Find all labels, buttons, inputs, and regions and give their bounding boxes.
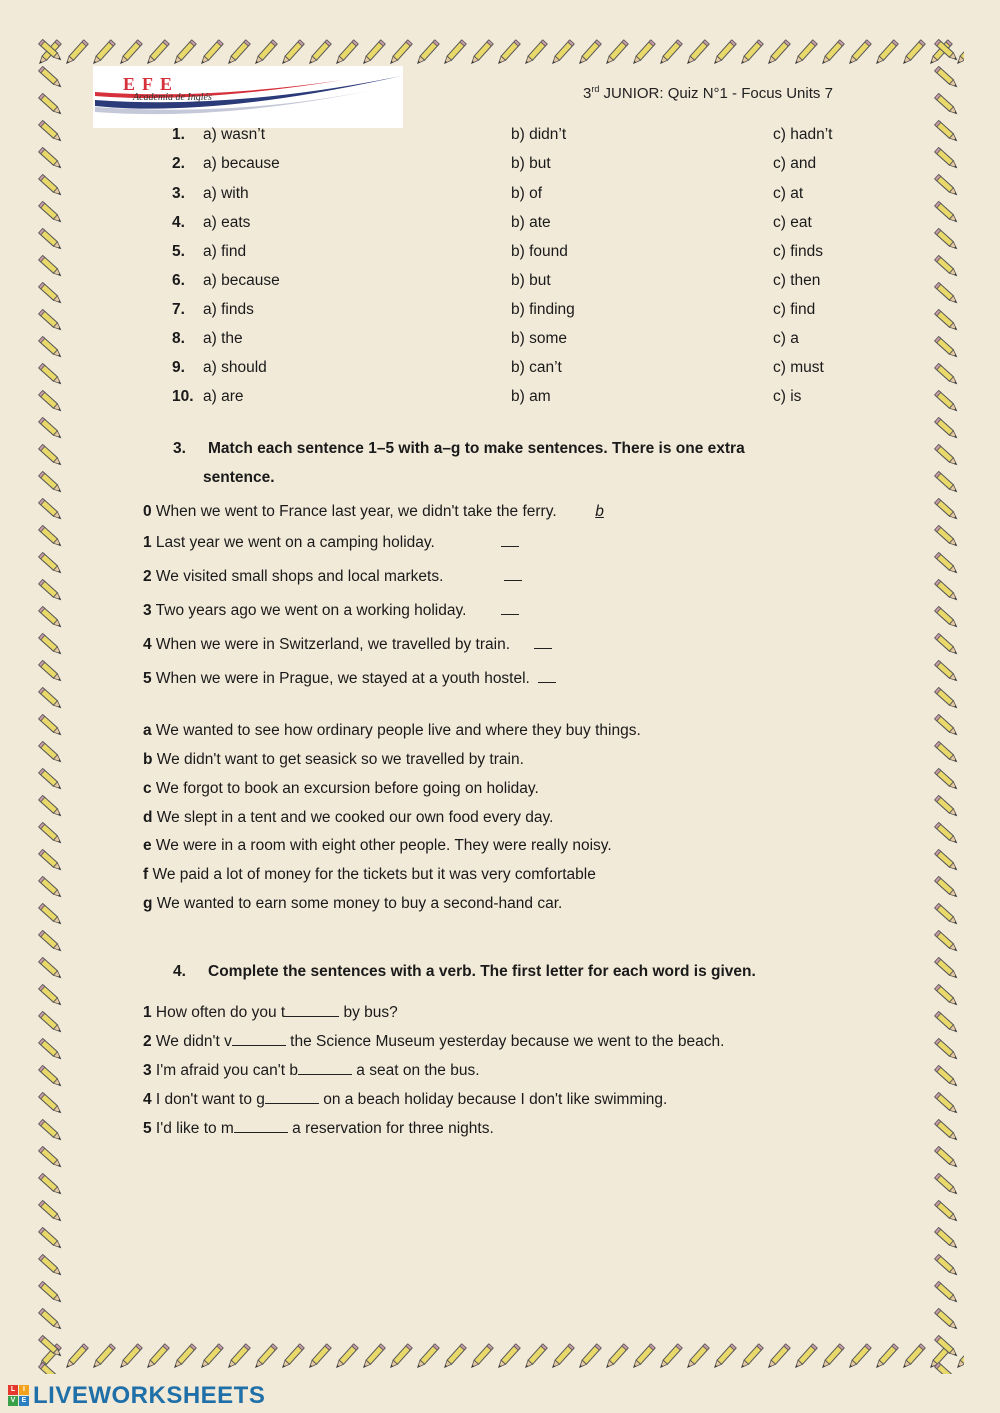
logo-subtitle: Academia de Inglés (133, 92, 212, 103)
q1-option-c[interactable]: c) and (773, 155, 817, 172)
q1-option-b[interactable]: b) found (511, 243, 568, 260)
q1-option-c[interactable]: c) eat (773, 214, 812, 231)
q3-option: a We wanted to see how ordinary people live and where they buy things. (143, 722, 641, 739)
answer-blank[interactable] (265, 1089, 319, 1104)
q1-option-c[interactable]: c) find (773, 301, 816, 318)
q4-item: 3 I'm afraid you can't b a seat on the bus. (143, 1062, 480, 1079)
q3-sentence: 2 We visited small shops and local markets. (143, 566, 522, 586)
q1-number: 6. (172, 272, 185, 289)
q1-option-b[interactable]: b) of (511, 185, 543, 202)
page-title: 3rd JUNIOR: Quiz N°1 - Focus Units 7 (583, 84, 833, 102)
q3-sentence: 1 Last year we went on a camping holiday. (143, 532, 519, 552)
q1-row (0, 359, 1000, 381)
question3-instruction-cont: sentence. (203, 469, 275, 486)
liveworksheets-icon: L I V E (8, 1385, 30, 1407)
q4-item: 2 We didn't v the Science Museum yesterday because we went to the beach. (143, 1033, 725, 1050)
q1-number: 10. (172, 388, 194, 405)
q1-option-b[interactable]: b) didn’t (511, 126, 567, 143)
q1-option-a[interactable]: a) wasn’t (203, 126, 266, 143)
q1-number: 2. (172, 155, 185, 172)
q1-option-c[interactable]: c) at (773, 185, 804, 202)
q4-item: 4 I don't want to g on a beach holiday because I don't like swimming. (143, 1091, 668, 1108)
answer-blank[interactable] (538, 668, 556, 683)
q4-item: 1 How often do you t by bus? (143, 1004, 398, 1021)
q1-option-c[interactable]: c) then (773, 272, 821, 289)
question4-instruction: Complete the sentences with a verb. The first letter for each word is given. (208, 963, 756, 980)
answer-blank[interactable] (232, 1031, 286, 1046)
answer-blank[interactable] (534, 634, 552, 649)
q1-option-c[interactable]: c) must (773, 359, 824, 376)
q1-option-c[interactable]: c) finds (773, 243, 823, 260)
q1-option-c[interactable]: c) is (773, 388, 802, 405)
q3-sentence: 5 When we were in Prague, we stayed at a youth hostel. (143, 668, 556, 688)
answer-blank[interactable] (234, 1118, 288, 1133)
liveworksheets-brand: LIVEWORKSHEETS (33, 1382, 266, 1409)
q3-option: g We wanted to earn some money to buy a second-hand car. (143, 895, 563, 912)
q3-sentence: 4 When we were in Switzerland, we travelled by train. (143, 634, 552, 654)
q1-option-b[interactable]: b) some (511, 330, 567, 347)
q1-row (0, 243, 1000, 265)
q1-option-a[interactable]: a) because (203, 155, 280, 172)
q1-number: 5. (172, 243, 185, 260)
logo-letters: EFE (123, 74, 180, 94)
q1-option-a[interactable]: a) finds (203, 301, 254, 318)
q1-option-b[interactable]: b) can’t (511, 359, 562, 376)
q1-option-a[interactable]: a) with (203, 185, 249, 202)
q1-option-b[interactable]: b) but (511, 155, 551, 172)
answer-blank[interactable] (285, 1002, 339, 1017)
q1-number: 1. (172, 126, 185, 143)
q1-row (0, 330, 1000, 352)
q1-option-a[interactable]: a) the (203, 330, 243, 347)
question3-instruction: Match each sentence 1–5 with a–g to make sentences. There is one extra (208, 440, 745, 457)
q1-row (0, 388, 1000, 410)
q1-row (0, 155, 1000, 177)
q1-option-c[interactable]: c) hadn’t (773, 126, 833, 143)
q1-number: 9. (172, 359, 185, 376)
answer-blank[interactable] (298, 1060, 352, 1075)
question4-number: 4. (173, 963, 186, 980)
q1-number: 4. (172, 214, 185, 231)
q3-option: d We slept in a tent and we cooked our own food every day. (143, 809, 554, 826)
q1-number: 8. (172, 330, 185, 347)
q1-row (0, 301, 1000, 323)
q1-row (0, 126, 1000, 148)
school-logo (93, 66, 403, 128)
q1-option-a[interactable]: a) find (203, 243, 247, 260)
answer-blank[interactable] (504, 566, 522, 581)
q1-row (0, 214, 1000, 236)
answer-blank[interactable] (501, 600, 519, 615)
q1-option-b[interactable]: b) am (511, 388, 551, 405)
answer-blank[interactable] (501, 532, 519, 547)
q3-example: 0 When we went to France last year, we didn't take the ferry. b (143, 503, 604, 520)
q1-option-a[interactable]: a) eats (203, 214, 251, 231)
q1-row (0, 185, 1000, 207)
q3-example-answer: b (595, 503, 604, 520)
q1-number: 3. (172, 185, 185, 202)
q1-option-a[interactable]: a) should (203, 359, 267, 376)
q1-option-b[interactable]: b) ate (511, 214, 551, 231)
pencil-border-right (932, 38, 964, 1374)
pencil-border-left (36, 38, 68, 1374)
q1-number: 7. (172, 301, 185, 318)
q1-option-b[interactable]: b) finding (511, 301, 575, 318)
q4-item: 5 I'd like to m a reservation for three nights. (143, 1120, 494, 1137)
q1-option-b[interactable]: b) but (511, 272, 551, 289)
pencil-border-bottom (36, 1342, 964, 1374)
question3-number: 3. (173, 440, 186, 457)
q1-row (0, 272, 1000, 294)
q1-option-c[interactable]: c) a (773, 330, 799, 347)
liveworksheets-logo[interactable] (8, 1383, 265, 1409)
q3-option: f We paid a lot of money for the tickets but it was very comfortable (143, 866, 596, 883)
q1-option-a[interactable]: a) because (203, 272, 280, 289)
q3-option: b We didn't want to get seasick so we travelled by train. (143, 751, 524, 768)
q1-option-a[interactable]: a) are (203, 388, 244, 405)
q3-option: c We forgot to book an excursion before going on holiday. (143, 780, 539, 797)
q3-option: e We were in a room with eight other people. They were really noisy. (143, 837, 612, 854)
q3-sentence: 3 Two years ago we went on a working holiday. (143, 600, 519, 620)
